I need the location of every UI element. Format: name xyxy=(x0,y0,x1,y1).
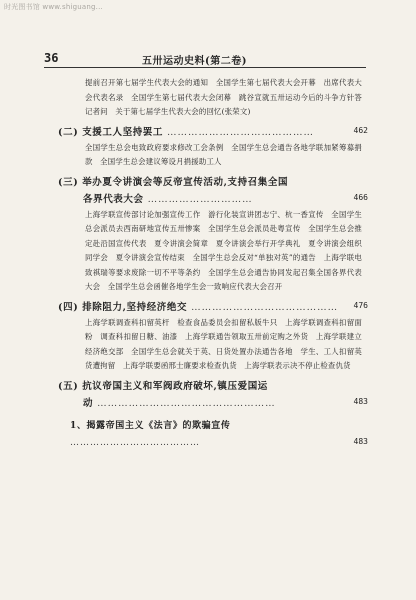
watermark: 时光图书馆 www.shiguang... xyxy=(4,3,103,11)
running-title: 五卅运动史料(第二卷) xyxy=(142,56,247,67)
page-header xyxy=(44,50,366,68)
item-title: 1、揭露帝国主义《法言》的欺骗宣传 xyxy=(70,420,231,431)
item-page: 483 xyxy=(353,436,368,446)
section-page: 483 xyxy=(353,396,368,406)
header-rule xyxy=(44,67,366,68)
toc-item-1[interactable] xyxy=(50,418,368,452)
section-title: (二) 支援工人坚持罢工 xyxy=(58,126,163,138)
section-heading-3[interactable] xyxy=(50,174,368,208)
section-page: 466 xyxy=(353,192,368,202)
section-title: (五) 抗议帝国主义和军阀政府破坏,镇压爱国运 xyxy=(58,380,268,392)
section-heading-2[interactable] xyxy=(50,124,368,141)
leader-dots: …………………………………… xyxy=(187,301,339,313)
section-page: 462 xyxy=(353,125,368,135)
section-body-4: 上海学联调查科扣留英杆 检查食品委员会扣留私版牛只 上海学联调查科扣留面粉 调查科扣留日糖、油漆 上海学联通告领取五卅前定购之外货 上海学联建立经济绝交部 全国学生总会就关于英、日货处置办法通告各地 学生、工人扣留英货遭拘留 上海学联要函邢士廉要求检查仇货 上海学联表示决不停止检查仇货 xyxy=(85,317,362,370)
page-number: 36 xyxy=(44,51,59,65)
section-heading-4[interactable] xyxy=(50,299,368,316)
section-title-cont: 动 xyxy=(83,397,94,409)
section-body-2: 全国学生总会电致政府要求修改工会条例 全国学生总会通告各地学联加紧筹募捐款 全国学生总会建议筹设月捐援助工人 xyxy=(85,142,362,166)
section-title-cont: 各界代表大会 xyxy=(83,193,144,205)
section-title: (三) 举办夏令讲演会等反帝宣传活动,支持召集全国 xyxy=(58,176,289,188)
toc-content xyxy=(50,76,368,452)
section-title: (四) 排除阻力,坚持经济绝交 xyxy=(58,301,188,313)
leader-dots: …………………………………………… xyxy=(93,397,276,409)
section-heading-5[interactable] xyxy=(50,378,368,412)
leader-dots: ………………………… xyxy=(143,193,253,205)
continuation-text: 提前召开第七届学生代表大会的通知 全国学生第七届代表大会开幕 出席代表大会代表名录 全国学生第七届代表大会闭幕 跳谷宣就五卅运动今后的斗争方针答记者问 关于第七届学生代表大会的回忆(张荣文) xyxy=(85,78,362,116)
leader-dots: ………………………………… xyxy=(70,437,200,448)
leader-dots: …………………………………… xyxy=(163,126,315,138)
section-page: 476 xyxy=(353,300,368,310)
section-body-3: 上海学联宣传部讨论加强宣传工作 游行化装宣讲团志宁、杭一香宣传 全国学生总会派员去西南研地宣传五卅惨案 全国学生总会派员赴粤宣传 全国学生总会推定赴沿国宣传代表 夏令讲演会简章 夏令讲演会举行开学典礼 夏令讲演会组织同学会 夏令讲演会宣传结束 全国学生总会反对“单独对英”的通告 上海学联电致祺瑞等要求废除一切不平等条约 全国学生总会通告协同发起召集全国各界代表大会 全国学生总会函催各地学生会一致响应代表大会召开 xyxy=(85,209,362,291)
